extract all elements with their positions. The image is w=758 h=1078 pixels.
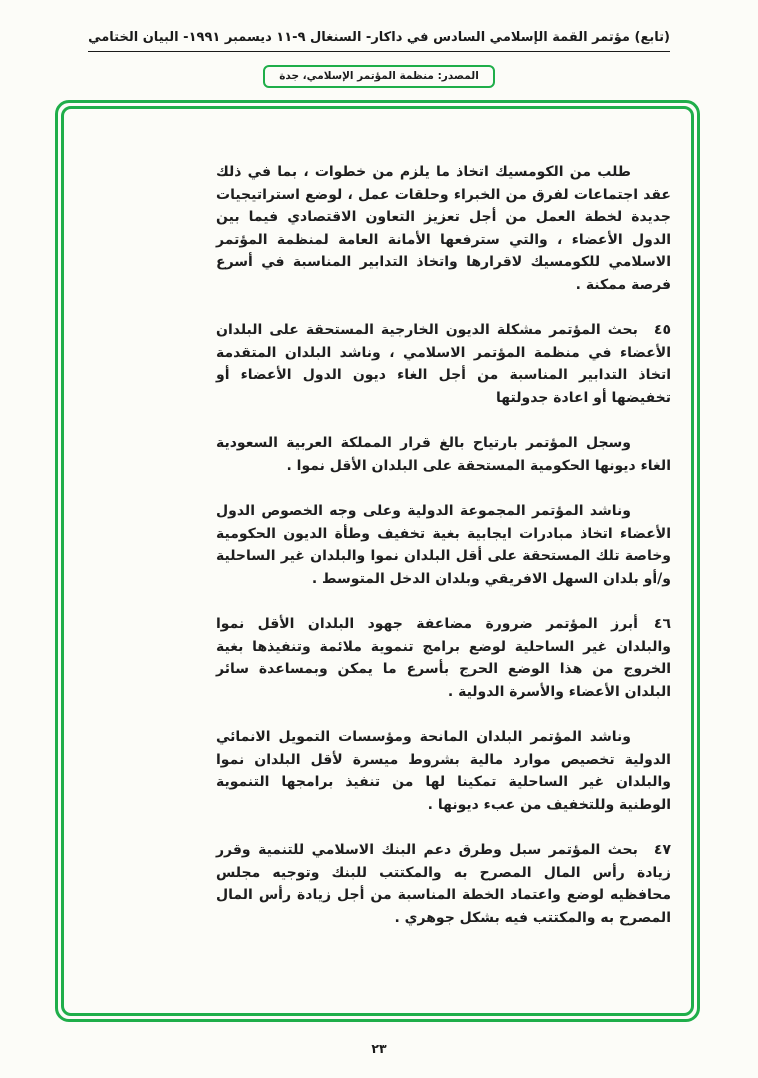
source-line xyxy=(0,64,758,88)
highlight-frame-inner xyxy=(61,106,694,1016)
paragraph xyxy=(216,319,671,409)
highlight-frame xyxy=(55,100,700,1022)
paragraph-text: بحث المؤتمر مشكلة الديون الخارجية المستحقة على البلدان الأعضاء في منظمة المؤتمر الاسلامي ، وناشد البلدان المتقدمة اتخاذ التدابير المناسبة من أجل الغاء ديون الدول الأعضاء أو تخفيضها أو اعادة جدولتها xyxy=(216,322,671,406)
source-annotation-box xyxy=(263,65,495,88)
paragraph-text: وناشد المؤتمر المجموعة الدولية وعلى وجه الخصوص الدول الأعضاء اتخاذ مبادرات ايجابية بغية تخفيف وطأة الديون الحكومية وخاصة تلك المستحقة على أقل البلدان نموا والبلدان غير الساحلية و/أو بلدان السهل الافريقي وبلدان الدخل المتوسط . xyxy=(216,503,671,587)
paragraph-text: وسجل المؤتمر بارتياح بالغ قرار المملكة العربية السعودية الغاء ديونها الحكومية المستحقة على البلدان الأقل نموا . xyxy=(216,435,671,474)
item-number: ٤٥ xyxy=(653,322,671,338)
paragraph xyxy=(216,500,671,590)
item-number: ٤٧ xyxy=(653,842,671,858)
document-source: المصدر: منظمة المؤتمر الإسلامي، جدة xyxy=(279,70,479,82)
document-body xyxy=(216,161,671,929)
paragraph-text: وناشد المؤتمر البلدان المانحة ومؤسسات التمويل الانمائي الدولية تخصيص موارد مالية بشروط ميسرة لأقل البلدان نموا والبلدان غير الساحلية تمكينا لها من تنفيذ برامجها التنموية الوطنية وللتخفيف من عبء ديونها . xyxy=(216,729,671,813)
document-footer xyxy=(0,1038,758,1057)
item-number: ٤٦ xyxy=(653,616,671,632)
document-header xyxy=(0,26,758,52)
paragraph xyxy=(216,726,671,816)
page-number: ٢٣ xyxy=(371,1041,387,1056)
paragraph xyxy=(216,432,671,477)
paragraph xyxy=(216,839,671,929)
paragraph-text: طلب من الكومسيك اتخاذ ما يلزم من خطوات ، بما في ذلك عقد اجتماعات لفرق من الخبراء وحلقات عمل ، لوضع استراتيجيات جديدة لخطة العمل من أجل تعزيز التعاون الاقتصادي فيما بين الدول الأعضاء ، والتي سترفعها الأمانة العامة لمنظمة المؤتمر الاسلامي للكومسيك لاقرارها واتخاذ التدابير المناسبة في أسرع فرصة ممكنة . xyxy=(216,164,671,293)
document-title: (تابع) مؤتمر القمة الإسلامي السادس في داكار- السنغال ٩-١١ ديسمبر ١٩٩١- البيان الختامي xyxy=(88,30,670,52)
paragraph xyxy=(216,613,671,703)
paragraph-text: بحث المؤتمر سبل وطرق دعم البنك الاسلامي للتنمية وقرر زيادة رأس المال المصرح به والمكتتب للبنك وتوجيه مجلس محافظيه لوضع واعتماد الخطة المناسبة من أجل زيادة رأس المال المصرح به والمكتتب فيه بشكل جوهري . xyxy=(216,842,671,926)
paragraph-text: أبرز المؤتمر ضرورة مضاعفة جهود البلدان الأقل نموا والبلدان غير الساحلية لوضع برامج تنموية ملائمة وتنفيذها بغية الخروج من هذا الوضع الحرج بأسرع ما يمكن وبمساعدة سائر البلدان الأعضاء والأسرة الدولية . xyxy=(216,616,671,700)
paragraph xyxy=(216,161,671,296)
